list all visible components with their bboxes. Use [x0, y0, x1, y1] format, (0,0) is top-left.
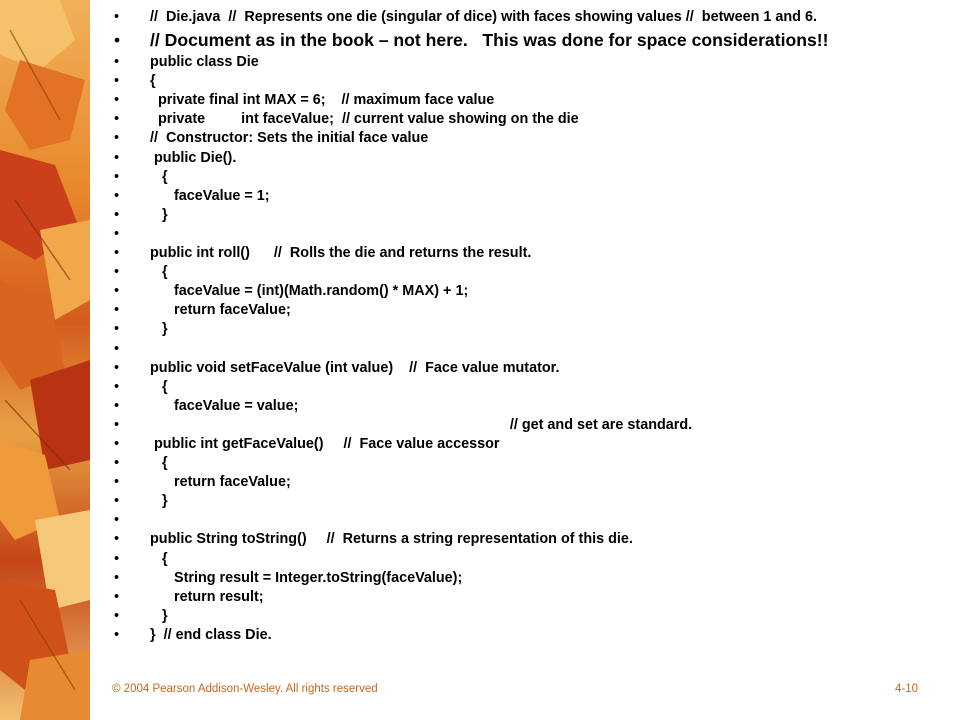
code-line-text: faceValue = value; [150, 397, 299, 414]
bullet-icon: • [114, 493, 120, 510]
bullet-icon: • [114, 512, 120, 529]
code-line-text: { [150, 264, 168, 281]
code-line [112, 187, 952, 206]
code-line-text: public class Die [150, 54, 259, 71]
code-line-text: } [150, 493, 168, 510]
code-line-text: } [150, 607, 168, 624]
bullet-icon: • [114, 149, 120, 166]
code-line-text: return faceValue; [150, 302, 291, 319]
code-line [112, 8, 952, 27]
code-line [112, 530, 952, 549]
code-line [112, 27, 952, 53]
code-line-text: public String toString() // Returns a string representation of this die. [150, 531, 633, 548]
code-line [112, 340, 952, 359]
code-line [112, 72, 952, 91]
code-line [112, 359, 952, 378]
code-line-text: faceValue = 1; [150, 187, 270, 204]
code-line [112, 206, 952, 225]
code-line-text: faceValue = (int)(Math.random() * MAX) + 1; [150, 283, 469, 300]
bullet-icon: • [114, 168, 120, 185]
bullet-icon: • [114, 455, 120, 472]
bullet-icon: • [114, 302, 120, 319]
code-line [112, 244, 952, 263]
code-line-text: private int faceValue; // current value showing on the die [150, 111, 579, 128]
code-line-text: public int roll() // Rolls the die and returns the result. [150, 245, 532, 262]
code-line [112, 320, 952, 339]
bullet-icon: • [114, 531, 120, 548]
bullet-icon: • [114, 111, 120, 128]
code-line-text: // Constructor: Sets the initial face value [150, 130, 429, 147]
bullet-icon: • [114, 588, 120, 605]
code-line-text: { [150, 73, 156, 90]
code-line-text: { [150, 455, 168, 472]
code-line [112, 626, 952, 645]
bullet-icon: • [114, 626, 120, 643]
code-line-text: public int getFaceValue() // Face value accessor [150, 435, 500, 452]
code-line [112, 110, 952, 129]
bullet-icon: • [114, 569, 120, 586]
code-line [112, 607, 952, 626]
autumn-leaves-decoration [0, 0, 90, 720]
bullet-icon: • [114, 378, 120, 395]
code-line [112, 473, 952, 492]
code-line [112, 435, 952, 454]
bullet-icon: • [114, 92, 120, 109]
code-line-text: String result = Integer.toString(faceValue); [150, 569, 463, 586]
bullet-icon: • [114, 73, 120, 90]
bullet-icon: • [114, 435, 120, 452]
slide-footer [112, 683, 918, 699]
bullet-icon: • [114, 130, 120, 147]
bullet-icon: • [114, 416, 120, 433]
slide-body [112, 8, 952, 656]
code-line [112, 511, 952, 530]
bullet-icon: • [114, 474, 120, 491]
code-line [112, 569, 952, 588]
bullet-icon: • [114, 397, 120, 414]
code-line-text: return faceValue; [150, 474, 291, 491]
bullet-icon: • [114, 206, 120, 223]
code-line [112, 454, 952, 473]
bullet-icon: • [114, 264, 120, 281]
code-line-text: // Document as in the book – not here. This was done for space considerations!! [150, 30, 829, 51]
bullet-icon: • [114, 340, 120, 357]
code-line [112, 282, 952, 301]
code-line [112, 53, 952, 72]
bullet-icon: • [114, 550, 120, 567]
code-line [112, 397, 952, 416]
bullet-icon: • [114, 321, 120, 338]
code-line-text: } [150, 206, 168, 223]
bullet-icon: • [114, 30, 121, 51]
code-line [112, 225, 952, 244]
code-line-text: private final int MAX = 6; // maximum face value [150, 92, 495, 109]
code-line-text: { [150, 168, 168, 185]
code-line [112, 263, 952, 282]
code-line-text: { [150, 550, 168, 567]
code-line [112, 378, 952, 397]
code-line-text: // get and set are standard. [150, 416, 693, 433]
leaves-illustration [0, 0, 90, 720]
bullet-icon: • [114, 187, 120, 204]
bullet-icon: • [114, 359, 120, 376]
bullet-icon: • [114, 9, 120, 25]
code-line [112, 588, 952, 607]
copyright-text: © 2004 Pearson Addison-Wesley. All rights reserved [112, 683, 378, 695]
bullet-icon: • [114, 245, 120, 262]
code-line-text: } [150, 321, 168, 338]
bullet-icon: • [114, 225, 120, 242]
bullet-icon: • [114, 607, 120, 624]
code-line [112, 168, 952, 187]
code-line [112, 416, 952, 435]
code-line [112, 149, 952, 168]
bullet-icon: • [114, 54, 120, 71]
code-line-text: // Die.java // Represents one die (singular of dice) with faces showing values // between 1 and 6. [150, 9, 817, 25]
code-line-text: return result; [150, 588, 264, 605]
code-line-text: public void setFaceValue (int value) // Face value mutator. [150, 359, 560, 376]
code-line [112, 129, 952, 148]
code-line [112, 492, 952, 511]
code-line-text: { [150, 378, 168, 395]
code-line-text: } // end class Die. [150, 626, 272, 643]
code-line-text: public Die(). [150, 149, 237, 166]
code-line [112, 91, 952, 110]
page-number: 4-10 [894, 683, 918, 695]
code-line [112, 550, 952, 569]
code-line [112, 301, 952, 320]
bullet-icon: • [114, 283, 120, 300]
